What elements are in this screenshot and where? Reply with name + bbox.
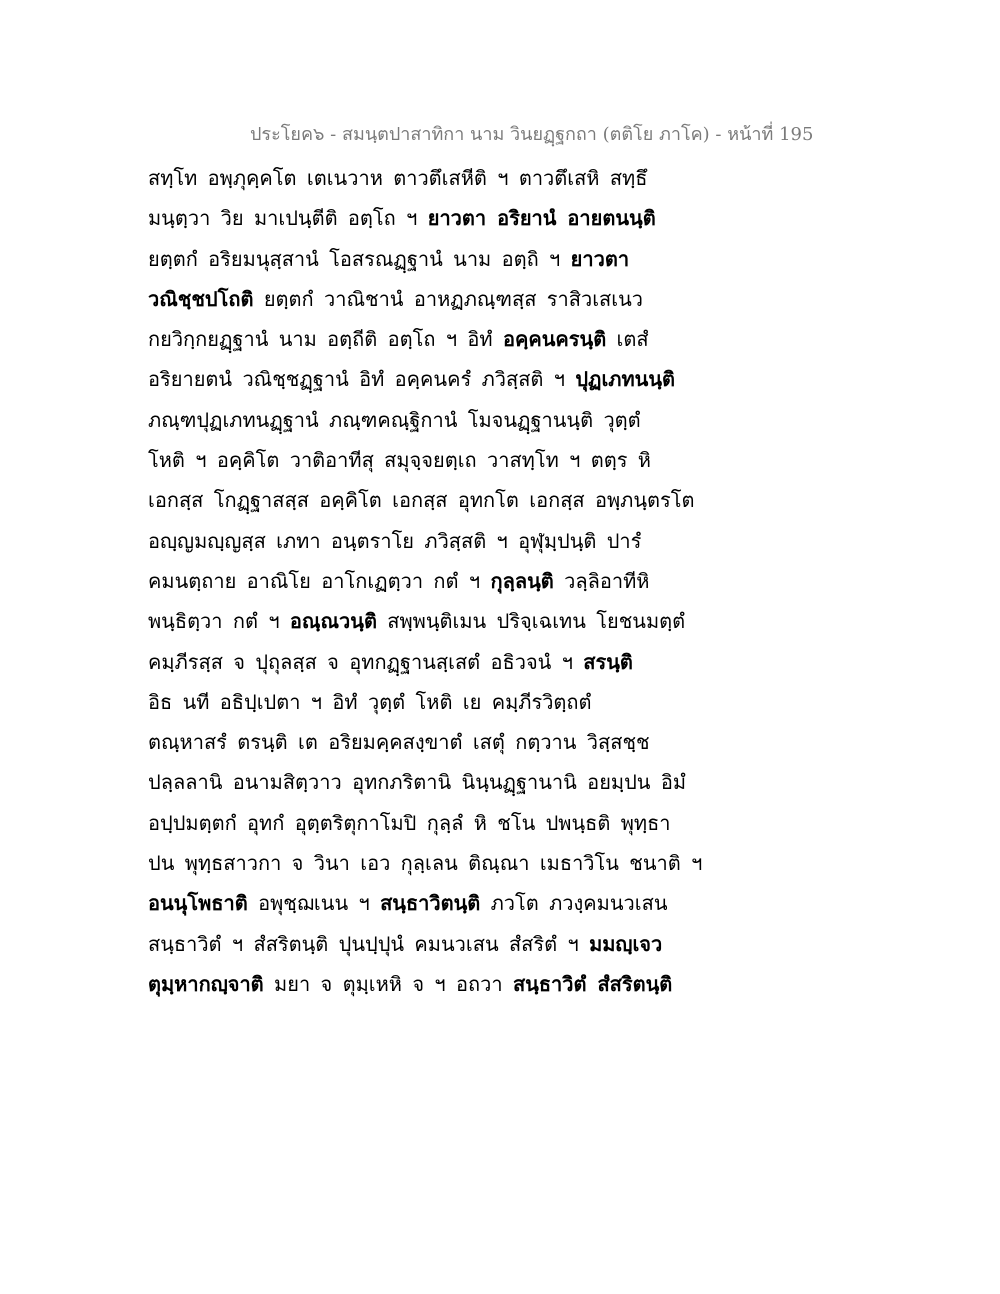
bold-term: สนฺธาวิตนฺติ bbox=[380, 891, 481, 916]
text-segment: ตณฺหาสรํ ตรนฺติ เต อริยมคฺคสงฺขาตํ เสตุํ กตฺวาน วิสฺสชฺช bbox=[148, 730, 650, 755]
text-line bbox=[148, 682, 708, 722]
text-segment: คมฺภีรสฺส จ ปุถุลสฺส จ อุทกฏฺฐานสฺเสตํ อธิวจนํ ฯ bbox=[148, 649, 584, 674]
text-segment: ภณฺฑปุฏเภทนฏฺฐานํ ภณฺฑคณฺฐิกานํ โมจนฏฺฐานนฺติ วุตฺตํ bbox=[148, 407, 641, 432]
bold-term: ปุฏเภทนนฺติ bbox=[575, 367, 676, 392]
text-segment: กยวิกฺกยฏฺฐานํ นาม อตฺถีติ อตฺโถ ฯ อิทํ bbox=[148, 327, 503, 352]
text-segment: อริยายตนํ วณิชฺชฏฺฐานํ อิทํ อคฺคนครํ ภวิสฺสติ ฯ bbox=[148, 367, 576, 392]
text-segment: มนฺตฺวา วิย มาเปนฺตีติ อตฺโถ ฯ bbox=[148, 206, 428, 231]
text-line bbox=[148, 762, 708, 802]
bold-term: ตุมฺหากญฺจาติ bbox=[148, 971, 264, 996]
text-line bbox=[148, 964, 708, 1004]
text-segment: อิธ นที อธิปฺเปตา ฯ อิทํ วุตฺตํ โหติ เย คมฺภีรวิตฺถตํ bbox=[148, 689, 592, 714]
bold-term: วณิชฺชปโถติ bbox=[148, 286, 254, 311]
bold-term: อคฺคนครนฺติ bbox=[502, 327, 607, 352]
bold-term: สนฺธาวิตํ สํสริตนฺติ bbox=[512, 971, 673, 996]
text-segment: เอกสฺส โกฏฺฐาสสฺส อคฺคิโต เอกสฺส อุทกโต เอกสฺส อพฺภนฺตรโต bbox=[148, 488, 695, 513]
text-segment: โหติ ฯ อคฺคิโต วาติอาทีสุ สมุจฺจยตฺเถ วาสทฺโท ฯ ตตฺร หิ bbox=[148, 448, 651, 473]
text-segment: วลฺลิอาทีหิ bbox=[553, 568, 650, 593]
text-segment: อปฺปมตฺตกํ อุทกํ อุตฺตริตุกาโมปิ กุลฺลํ หิ ชโน ปพนฺธติ พุทฺธา bbox=[148, 810, 671, 835]
text-segment: สนฺธาวิตํ ฯ สํสริตนฺติ ปุนปฺปุนํ คมนวเสน สํสริตํ ฯ bbox=[148, 931, 590, 956]
text-segment: ยตฺตกํ วาณิชานํ อาหฏภณฺฑสฺส ราสิวเสเนว bbox=[253, 286, 643, 311]
text-line bbox=[148, 601, 708, 641]
text-segment: ยตฺตกํ อริยมนุสฺสานํ โอสรณฏฺฐานํ นาม อตฺถิ ฯ bbox=[148, 246, 571, 271]
text-line bbox=[148, 359, 708, 399]
running-header: ประโยค๖ - สมนฺตปาสาทิกา นาม วินยฏฺฐกถา (ตติโย ภาโค) - หน้าที่ 195 bbox=[250, 124, 814, 145]
text-segment: อญฺญมญฺญสฺส เภทา อนฺตราโย ภวิสฺสติ ฯ อุฬุมฺปนฺติ ปารํ bbox=[148, 528, 642, 553]
text-segment: พนฺธิตฺวา กตํ ฯ bbox=[148, 609, 290, 634]
text-line bbox=[148, 521, 708, 561]
text-segment: คมนตฺถาย อาณิโย อาโกเฏตฺวา กตํ ฯ bbox=[148, 568, 491, 593]
text-segment: ปลฺลลานิ อนามสิตฺวาว อุทกภริตานิ นินฺนฏฺฐานานิ อยมฺปน อิมํ bbox=[148, 770, 687, 795]
text-segment: อพุชฺฌเนน ฯ bbox=[247, 891, 381, 916]
text-line bbox=[148, 480, 708, 520]
body-text bbox=[148, 158, 708, 1004]
bold-term: สรนฺติ bbox=[583, 649, 633, 674]
text-line bbox=[148, 198, 708, 238]
text-line bbox=[148, 279, 708, 319]
text-line bbox=[148, 642, 708, 682]
bold-term: กุลฺลนฺติ bbox=[490, 568, 554, 593]
bold-term: มมญฺเจว bbox=[589, 931, 663, 956]
text-line bbox=[148, 158, 708, 198]
text-segment: ภวโต ภวงฺคมนวเสน bbox=[480, 891, 668, 916]
text-line bbox=[148, 319, 708, 359]
text-line bbox=[148, 722, 708, 762]
text-segment: สพฺพนฺติเมน ปริจฺเฉเทน โยชนมตฺตํ bbox=[376, 609, 686, 634]
text-segment: ปน พุทฺธสาวกา จ วินา เอว กุลฺเลน ติณฺณา เมธาวิโน ชนาติ ฯ bbox=[148, 851, 703, 876]
text-line bbox=[148, 239, 708, 279]
text-segment: มยา จ ตุมฺเหหิ จ ฯ อถวา bbox=[263, 971, 513, 996]
text-line bbox=[148, 803, 708, 843]
text-segment: สทฺโท อพฺภุคฺคโต เตเนวาห ตาวตึเสหีติ ฯ ตาวตึเสหิ สทฺธึ bbox=[148, 166, 648, 190]
text-line bbox=[148, 440, 708, 480]
text-line bbox=[148, 561, 708, 601]
bold-term: อนนุโพธาติ bbox=[148, 891, 248, 916]
bold-term: ยาวตา อริยานํ อายตนนฺติ bbox=[427, 206, 656, 231]
bold-term: ยาวตา bbox=[570, 246, 630, 271]
text-segment: เตสํ bbox=[606, 327, 649, 352]
text-line bbox=[148, 883, 708, 923]
bold-term: อณฺณวนฺติ bbox=[289, 609, 377, 634]
text-line bbox=[148, 924, 708, 964]
text-line bbox=[148, 400, 708, 440]
text-line bbox=[148, 843, 708, 883]
